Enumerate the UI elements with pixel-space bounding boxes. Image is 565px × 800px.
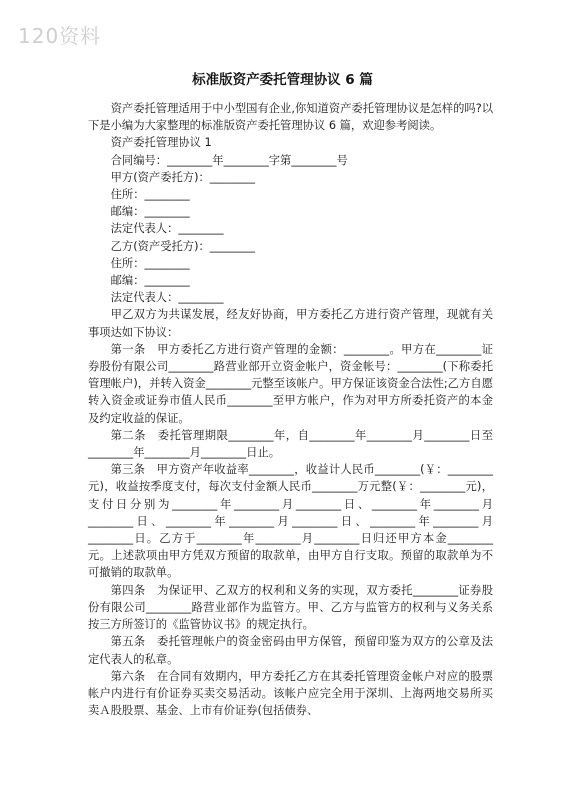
party-a-representative: 法定代表人：________ — [110, 222, 224, 236]
intro-paragraph: 资产委托管理适用于中小型国有企业,你知道资产委托管理协议是怎样的吗?以下是小编为大家整理的标准版资产委托管理协议 6 篇，欢迎参考阅读。 — [88, 102, 493, 133]
party-a-postcode: 邮编：________ — [110, 205, 190, 219]
article-3: 第三条 甲方资产年收益率________，收益计人民币________(￥：________元)，收益按季度支付，每次支付金额人民币________万元整(￥：________元)，支付日分别为________年________月________日、________年________月________日、________年________月________日、________年________月________日。乙方于________年________月________日归还甲方本金________元。上述款项由甲方凭双方预留的取款单，由甲方自行支取。预留的取款单为不可撤销的取款单。 — [88, 463, 493, 580]
article-6: 第六条 在合同有效期内，甲方委托乙方在其委托管理资金帐户对应的股票帐户内进行有价证券买卖交易活动。该帐户应完全用于深圳、上海两地交易所买卖Ａ股股票、基金、上市有价证券(包括债券、 — [88, 669, 493, 718]
agreement-heading: 资产委托管理协议 1 — [110, 136, 212, 150]
article-1: 第一条 甲方委托乙方进行资产管理的金额：________。甲方在________证券股份有限公司________路营业部开立资金帐户，资金帐号：________(下称委托管理帐户)，并转入资金________元整至该帐户。甲方保证该资金合法性;乙方自愿转入资金或证券市值人民币________至甲方帐户，作为对甲方所委托资产的本金及约定收益的保证。 — [88, 342, 493, 425]
party-a-address: 住所：________ — [110, 188, 190, 202]
article-4: 第四条 为保证甲、乙双方的权利和义务的实现，双方委托________证券股份有限公司________路营业部作为监管方。甲、乙方与监管方的权利与义务关系按三方所签订的《监管协议书》的规定执行。 — [88, 583, 493, 632]
watermark: 120资料 — [18, 24, 102, 48]
contract-number: 合同编号：________年________字第________号 — [110, 153, 348, 167]
party-b-label: 乙方(资产受托方)：________ — [110, 239, 255, 253]
article-5: 第五条 委托管理帐户的资金密码由甲方保管，预留印鉴为双方的公章及法定代表人的私章。 — [88, 635, 493, 666]
preamble-paragraph: 甲乙双方为共谋发展，经友好协商，甲方委托乙方进行资产管理，现就有关事项达如下协议： — [88, 308, 493, 339]
article-2: 第二条 委托管理期限________年，自________年________月________日至________年________月________日止。 — [88, 428, 493, 460]
party-b-representative: 法定代表人：________ — [110, 291, 224, 305]
document-title: 标准版资产委托管理协议 6 篇 — [192, 72, 373, 88]
party-b-postcode: 邮编：________ — [110, 274, 190, 288]
document-body — [88, 100, 493, 719]
party-a-label: 甲方(资产委托方)：________ — [110, 170, 255, 184]
party-b-address: 住所：________ — [110, 256, 190, 270]
